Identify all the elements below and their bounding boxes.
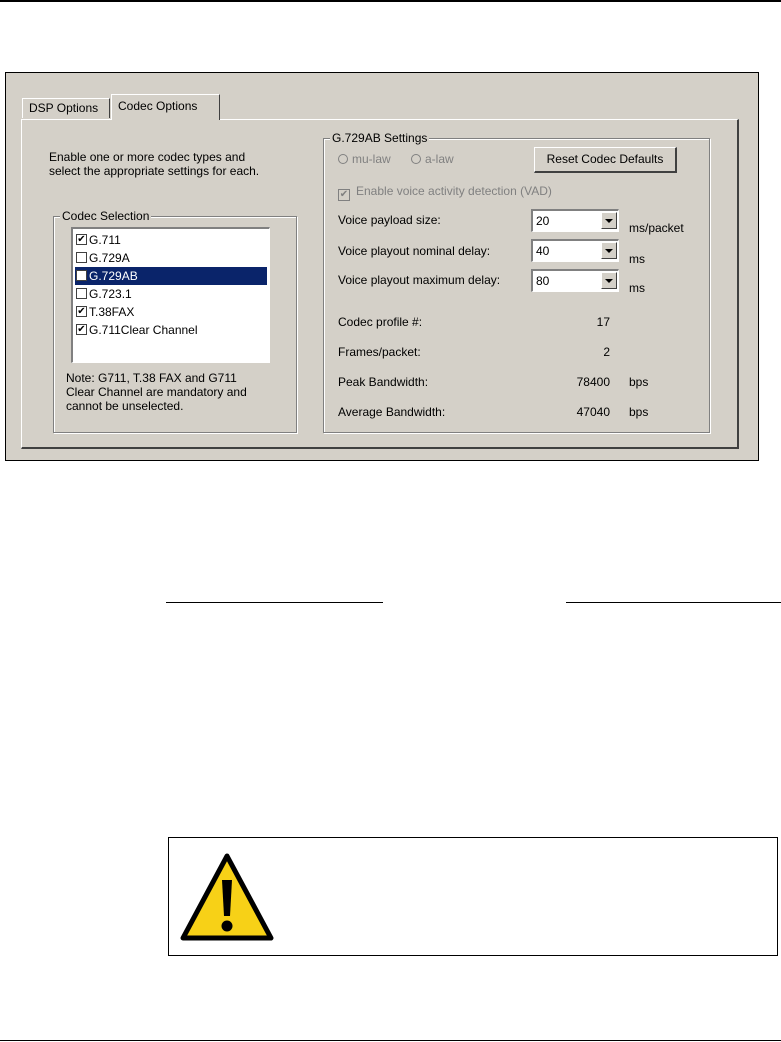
average-bandwidth-value: 47040 <box>576 405 610 419</box>
radio-circle-icon <box>338 154 348 164</box>
dropdown-arrow-icon[interactable] <box>601 242 617 259</box>
radio-circle-icon <box>411 154 421 164</box>
dropdown-arrow-icon[interactable] <box>601 272 617 289</box>
note-line-1: Note: G711, T.38 FAX and G711 <box>66 371 237 385</box>
vad-checkbox[interactable] <box>338 184 552 201</box>
intro-line-2: select the appropriate settings for each. <box>49 164 260 178</box>
max-delay-select[interactable] <box>531 269 619 292</box>
codec-checkbox-g711-clear-channel[interactable]: ✔ <box>77 324 86 335</box>
codec-options-screenshot <box>5 72 759 461</box>
codec-item-g729a[interactable] <box>75 249 267 267</box>
intro-line-1: Enable one or more codec types and <box>49 150 246 164</box>
codec-label: G.729AB <box>89 269 138 283</box>
frames-per-packet-value: 2 <box>603 345 610 359</box>
codec-checkbox-g729a[interactable] <box>76 252 87 263</box>
codec-listbox[interactable] <box>71 227 270 363</box>
codec-options-window <box>6 73 758 460</box>
codec-options-panel <box>21 119 739 449</box>
max-delay-value: 80 <box>536 274 550 288</box>
codec-checkbox-g729ab[interactable] <box>76 270 87 281</box>
nominal-delay-select[interactable] <box>531 239 619 262</box>
note-line-3: cannot be unselected. <box>66 399 184 413</box>
mulaw-radio[interactable] <box>338 152 391 166</box>
max-delay-unit: ms <box>629 281 645 295</box>
codec-label: G.723.1 <box>89 287 132 301</box>
codec-item-g7231[interactable] <box>75 285 267 303</box>
codec-item-g729ab[interactable] <box>75 267 267 285</box>
codec-label: G.729A <box>89 251 130 265</box>
table-rule-left <box>166 602 383 603</box>
codec-checkbox-g711[interactable]: ✔ <box>77 234 86 245</box>
check-icon: ✔ <box>339 189 349 200</box>
average-bandwidth-unit: bps <box>629 405 649 419</box>
max-delay-label: Voice playout maximum delay: <box>338 273 501 287</box>
warning-triangle-icon <box>179 852 275 943</box>
alaw-radio[interactable] <box>411 152 454 166</box>
caution-box <box>168 837 778 956</box>
peak-bandwidth-unit: bps <box>629 375 649 389</box>
bottom-rule <box>0 1040 781 1041</box>
codec-item-g711-clear-channel[interactable] <box>75 321 267 339</box>
mulaw-label: mu-law <box>352 152 391 166</box>
alaw-label: a-law <box>425 152 454 166</box>
codec-selection-group <box>53 209 297 433</box>
dropdown-arrow-icon[interactable] <box>601 212 617 229</box>
nominal-delay-unit: ms <box>629 252 645 266</box>
codec-item-g711[interactable] <box>75 231 267 249</box>
peak-bandwidth-value: 78400 <box>576 375 610 389</box>
codec-profile-label: Codec profile #: <box>338 315 423 329</box>
frames-per-packet-label: Frames/packet: <box>338 345 421 359</box>
codec-label: T.38FAX <box>89 305 135 319</box>
tab-dsp-options[interactable]: DSP Options <box>22 98 110 118</box>
tab-codec-options[interactable]: Codec Options <box>111 94 220 120</box>
codec-selection-title: Codec Selection <box>62 209 150 223</box>
g729ab-settings-group <box>323 131 710 433</box>
codec-checkbox-g7231[interactable] <box>76 288 87 299</box>
codec-checkbox-t38fax[interactable]: ✔ <box>77 306 86 317</box>
payload-label: Voice payload size: <box>338 213 441 227</box>
payload-select[interactable] <box>531 209 619 232</box>
payload-unit: ms/packet <box>629 221 684 235</box>
vad-label: Enable voice activity detection (VAD) <box>356 184 552 198</box>
payload-value: 20 <box>536 214 550 228</box>
top-rule <box>0 0 781 2</box>
codec-profile-value: 17 <box>596 315 610 329</box>
codec-label: G.711 <box>89 233 121 247</box>
codec-item-t38fax[interactable] <box>75 303 267 321</box>
nominal-delay-label: Voice playout nominal delay: <box>338 244 491 258</box>
intro-text <box>49 150 309 178</box>
settings-title: G.729AB Settings <box>332 131 428 145</box>
mandatory-note <box>66 371 276 413</box>
table-rule-right <box>566 602 781 603</box>
note-line-2: Clear Channel are mandatory and <box>66 385 247 399</box>
average-bandwidth-label: Average Bandwidth: <box>338 405 446 419</box>
peak-bandwidth-label: Peak Bandwidth: <box>338 375 429 389</box>
reset-codec-defaults-button[interactable]: Reset Codec Defaults <box>534 147 677 173</box>
nominal-delay-value: 40 <box>536 244 550 258</box>
codec-label: G.711Clear Channel <box>89 323 198 337</box>
